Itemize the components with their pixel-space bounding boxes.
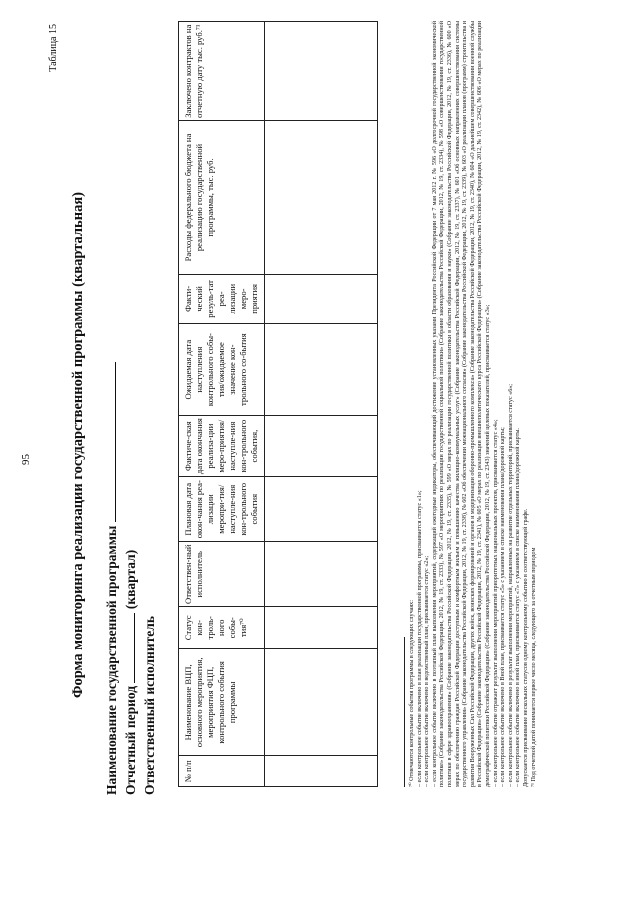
table-cell: [265, 756, 378, 787]
col-actual-result: Факти-ческий резуль-тат реа-лизации меро-приятия: [179, 274, 265, 324]
executor-line: [140, 175, 159, 795]
program-name-line: [102, 175, 121, 795]
reporting-period-label: Отчетный период: [123, 685, 138, 795]
footnote-line: – если контрольное событие включено в результат выполнения мероприятий, направленных на развитие отдельных территорий, присваивается статус «6»;: [507, 384, 514, 787]
table-cell: [265, 22, 378, 122]
form-title: Форма мониторинга реализации государственной программы (квартальная): [70, 191, 86, 699]
col-actual-date: Фактиче-ская дата окончания реализа-ции меро-приятия/ наступле-ния кон-трольного события,: [179, 416, 265, 477]
footnote-line: – если контрольное событие включено в иной план, присваивается статус «7» с указанием в списке наименования плана/дорожной карты.: [515, 428, 522, 787]
reporting-period-blank: [134, 613, 135, 683]
footnote-line: – если контрольное событие включено в ведомственный план, присваивается статус «2»;: [424, 555, 431, 787]
footnotes: [404, 21, 538, 787]
col-status: Статус кон-троль-ного собы-тия⁷⁰: [179, 607, 265, 649]
col-number: № п/п: [179, 756, 265, 787]
footnote-line: ⁷⁰ Отмечаются контрольные события программы в следующих случаях:: [409, 600, 415, 787]
footnote-line: – если контрольное событие включено в план реализации государственной программы, присваивается статус «1»;: [416, 490, 423, 787]
page-number: 95: [20, 454, 32, 465]
table-cell: [265, 607, 378, 649]
header-fields: [102, 175, 159, 795]
footnote-line: ⁷¹ Под отчетной датой понимается первое число месяца, следующего за отчетным периодом: [530, 547, 537, 787]
col-name: Наименование ВЦП, основного мероприятия, мероприятия ФЦП, контрольного события программы: [179, 649, 265, 756]
table-row: [265, 22, 378, 787]
table-cell: [265, 274, 378, 324]
footnote-line: – если контрольное событие включено в Вной план, присваивается статус «5» с указанием в списке наименования плана/дорожной карты;: [500, 427, 507, 787]
footnote-line: – если контрольное событие включено в поэтапный план выполнения мероприятий, содержащий ежегодные индикаторы, обеспечивающий достижение установленных указами Президента Российской Федерации от 7 мая 2012 г. № 596 «О долгосрочной государственной экономической политике» (Собрание законодательства Российской Федерации, 2012, № 19, ст. 2333), № 597 «О мероприятиях по реализации государственной социальной политики» (Собрание законодательства Российской Федерации, 2012, № 19, ст. 2334), № 598 «О совершенствовании государственной политики в сфере здравоохранения» (Собрание законодательства Российской Федерации, 2012, № 19, ст. 2335), № 599 «О мерах по реализации государственной политики в области образования и науки» (Собрание законодательства Российской Федерации, 2012, № 19, ст. 2336), № 600 «О мерах по обеспечению граждан Российской Федерации доступным и комфортным жильем и повышению качества жилищно-коммунальных услуг» (Собрание законодательства Российской Федерации, 2012, № 19, ст. 2337), № 601 «Об основных направлениях совершенствования системы государственного управления» (Собрание законодательства Российской Федерации, 2012, № 19, ст. 2338), № 602 «Об обеспечении межнационального согласия» (Собрание законодательства Российской Федерации, 2012, № 19, ст. 2339), № 603 «О реализации планов (программ) строительства и развития Вооруженных Сил Российской Федерации, других войск, воинских формирований и органов и модернизации оборонно-промышленного комплекса» (Собрание законодательства Российской Федерации, 2012, № 19, ст. 2340), № 604 «О дальнейшем совершенствовании военной службы в Российской Федерации» (Собрание законодательства Российской Федерации, 2012, № 19, ст. 2341), № 605 «О мерах по реализации внешнеполитического курса Российской Федерации» (Собрание законодательства Российской Федерации, 2012, № 19, ст. 2342), № 606 «О мерах по реализации демографической политики Российской Федерации» (Собрание законодательства Российской Федерации, 2012, № 19, ст. 2343) значений целевых показателей, присваивается статус «3»;: [431, 21, 491, 787]
footnote-divider: [404, 637, 405, 787]
table-cell: [265, 542, 378, 607]
footnote-line: – если контрольное событие отражает результат выполнения мероприятий приоритетных национальных проектов, присваивается статус «4»;: [492, 419, 499, 787]
reporting-period-suffix: (квартал): [123, 549, 138, 610]
program-name-label: Наименование государственной программы: [104, 525, 119, 795]
footnote-line: Допускается присваивание нескольких статусов одному контрольному событию в соответствующей графе.: [522, 508, 529, 787]
executor-label: Ответственный исполнитель: [142, 616, 157, 795]
col-budget-expenses: Расходы федерального бюджета на реализацию государственной программы, тыс. руб.: [179, 121, 265, 274]
program-name-blank: [115, 362, 116, 522]
col-planned-date: Плановая дата окон-чания реа-лизации меропри-тия/ наступле-ния кон-трольного события: [179, 477, 265, 542]
table-label: Таблица 15: [48, 24, 59, 72]
table-cell: [265, 416, 378, 477]
table-cell: [265, 324, 378, 416]
col-executor: Ответствен-ный исполнитель: [179, 542, 265, 607]
reporting-period-line: [121, 175, 140, 795]
col-contracts: Заключено контрактов на отчетную дату тыс. руб.⁷¹: [179, 22, 265, 122]
monitoring-table: [178, 21, 378, 787]
table-cell: [265, 477, 378, 542]
table-cell: [265, 649, 378, 756]
table-header-row: [179, 22, 265, 787]
col-expected-date: Ожидаемая дата наступления контрольного собы-тия/ожидаемое значение кон-трольного со-бытия: [179, 324, 265, 416]
table-cell: [265, 121, 378, 274]
